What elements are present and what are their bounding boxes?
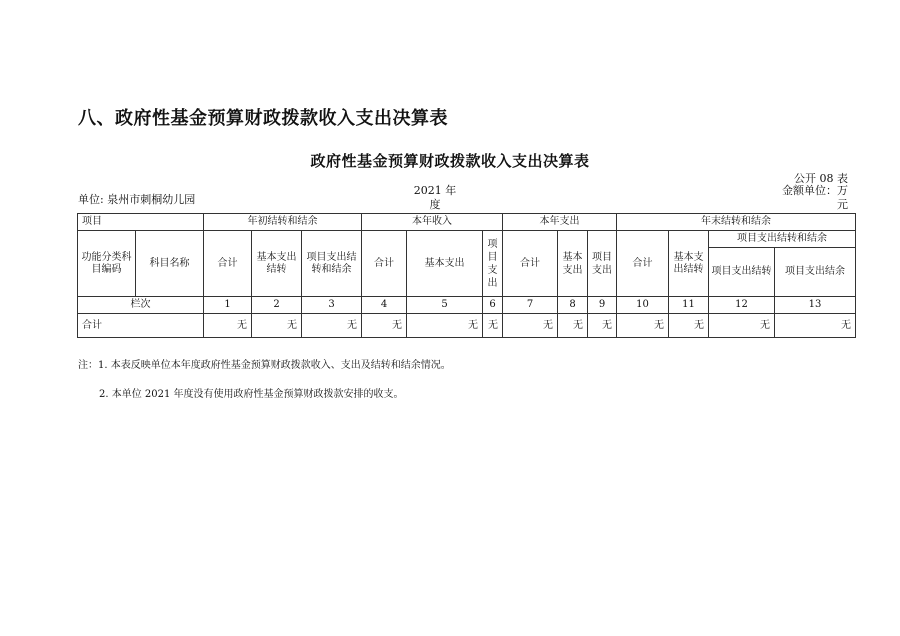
section-heading: 八、政府性基金预算财政拨款收入支出决算表 [78, 108, 448, 129]
column-number: 12 [709, 297, 775, 314]
total-cell: 无 [407, 314, 483, 338]
table-title: 政府性基金预算财政拨款收入支出决算表 [310, 152, 590, 170]
budget-table [77, 213, 856, 338]
column-number: 7 [503, 297, 558, 314]
header-begin-balance: 年初结转和结余 [204, 214, 362, 231]
header-item: 项目 [78, 214, 204, 231]
header-expense-basic: 基本支出 [558, 231, 588, 297]
year-line-1: 2021 年 [413, 184, 457, 197]
column-number: 5 [407, 297, 483, 314]
total-cell: 无 [204, 314, 252, 338]
header-end-basic-carry: 基本支出结转 [669, 231, 709, 297]
total-cell: 无 [302, 314, 362, 338]
header-expense-total: 合计 [503, 231, 558, 297]
total-cell: 无 [483, 314, 503, 338]
header-expense: 本年支出 [503, 214, 617, 231]
column-number: 8 [558, 297, 588, 314]
column-number: 13 [775, 297, 856, 314]
note-1: 注：1. 本表反映单位本年度政府性基金预算财政拨款收入、支出及结转和结余情况。 [78, 360, 451, 371]
total-cell: 无 [503, 314, 558, 338]
amount-unit-line-2: 元 [837, 198, 848, 211]
total-row-label: 合计 [78, 314, 204, 338]
column-number: 11 [669, 297, 709, 314]
header-end-balance: 年末结转和结余 [617, 214, 856, 231]
total-cell: 无 [617, 314, 669, 338]
header-begin-total: 合计 [204, 231, 252, 297]
header-income-basic: 基本支出 [407, 231, 483, 297]
column-number: 3 [302, 297, 362, 314]
total-row [78, 314, 856, 338]
total-cell: 无 [252, 314, 302, 338]
form-number: 公开 08 表 [794, 172, 848, 185]
header-begin-basic-carry: 基本支出结转 [252, 231, 302, 297]
amount-unit-line-1: 金额单位：万 [782, 184, 848, 197]
year-line-2: 度 [429, 198, 441, 211]
total-cell: 无 [669, 314, 709, 338]
column-number-label: 栏次 [78, 297, 204, 314]
header-subject-name: 科目名称 [136, 231, 204, 297]
note-2: 2. 本单位 2021 年度没有使用政府性基金预算财政拨款安排的收支。 [99, 389, 404, 400]
header-row-2 [78, 231, 856, 248]
column-number: 4 [362, 297, 407, 314]
total-cell: 无 [362, 314, 407, 338]
header-end-project-carry: 项目支出结转和结余 [709, 231, 856, 248]
total-cell: 无 [775, 314, 856, 338]
column-number: 10 [617, 297, 669, 314]
header-income-project: 项目支出 [483, 231, 503, 297]
total-cell: 无 [709, 314, 775, 338]
column-number-row [78, 297, 856, 314]
header-row-1 [78, 214, 856, 231]
column-number: 2 [252, 297, 302, 314]
total-cell: 无 [588, 314, 617, 338]
header-end-project-balance-only: 项目支出结余 [775, 248, 856, 297]
column-number: 6 [483, 297, 503, 314]
total-cell: 无 [558, 314, 588, 338]
header-end-project-carry-only: 项目支出结转 [709, 248, 775, 297]
header-income: 本年收入 [362, 214, 503, 231]
header-begin-project-carry: 项目支出结转和结余 [302, 231, 362, 297]
year-label [405, 184, 465, 212]
header-income-total: 合计 [362, 231, 407, 297]
column-number: 9 [588, 297, 617, 314]
header-func-code: 功能分类科目编码 [78, 231, 136, 297]
column-number: 1 [204, 297, 252, 314]
header-end-total: 合计 [617, 231, 669, 297]
unit-label: 单位: 泉州市刺桐幼儿园 [78, 193, 196, 206]
amount-unit-label [768, 184, 848, 212]
header-expense-project: 项目支出 [588, 231, 617, 297]
